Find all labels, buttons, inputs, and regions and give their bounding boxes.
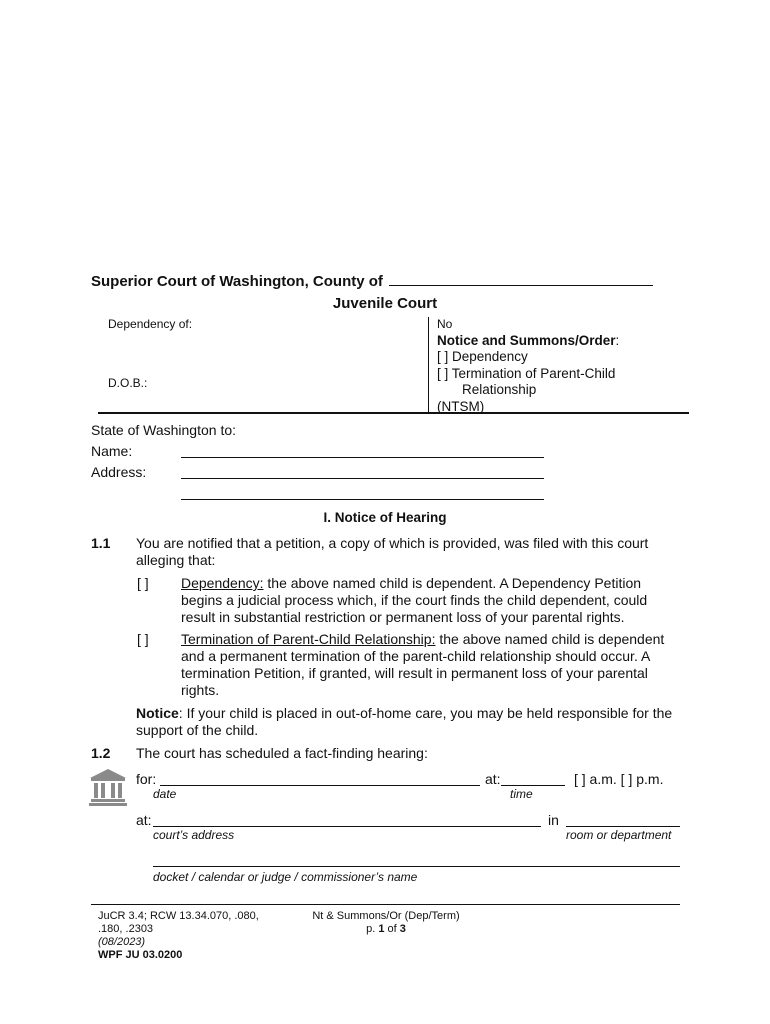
footer-form-number: WPF JU 03.0200 [98,949,183,961]
para-1-2-text: The court has scheduled a fact-finding hearing: [136,745,428,761]
footer-center [307,910,465,936]
in-label: in [548,812,559,828]
page-number: 1 [378,923,385,935]
date-caption: date [153,787,177,801]
caption-divider [428,317,429,414]
court-address-field[interactable] [153,826,541,827]
address-label: Address: [91,464,147,480]
am-pm-options[interactable]: [ ] a.m. [ ] p.m. [574,771,664,787]
time-caption: time [510,787,533,801]
county-blank[interactable] [389,271,653,286]
termination-checkbox[interactable]: [ ] [137,631,149,647]
hearing-time-field[interactable] [501,785,565,786]
footer-version: (08/2023) [98,936,146,948]
docket-field[interactable] [153,866,680,867]
court-title [91,271,653,290]
termination-paragraph [181,631,668,699]
state-to-label: State of Washington to: [91,422,237,438]
at-label: at: [136,812,152,828]
page-of: of [384,923,400,935]
footer-rule [91,904,680,905]
footer-rule-citation-1: JuCR 3.4; RCW 13.34.070, .080, [98,910,259,922]
dependency-paragraph [181,575,653,626]
page-total: 3 [399,923,406,935]
room-caption: room or department [566,828,672,842]
option-termination-cont: Relationship [462,382,537,397]
notice-label: Notice [136,705,179,721]
case-number-label: No [437,317,453,331]
caption-rule [98,412,689,414]
name-field[interactable] [181,457,544,458]
section-heading: I. Notice of Hearing [323,510,447,525]
notice-paragraph [136,705,684,739]
termination-text: the above named child is dependent and a permanent termination of the parent-child relationship should occur. A termination Petition, if granted, will result in permanent loss of your parental rights. [181,631,665,698]
footer-page [307,923,465,936]
dependency-text: the above named child is dependent. A Dependency Petition begins a judicial process which, if the court finds the child dependent, could result in substantial restriction or permanent loss of your parental rights. [181,575,648,625]
page-prefix: p. [366,923,379,935]
footer-rule-citation-2: .180, .2303 [98,923,154,935]
hearing-date-field[interactable] [160,785,480,786]
document-title-text: Notice and Summons/Order [437,332,616,348]
termination-title: Termination of Parent-Child Relationship: [181,631,436,647]
para-1-2-number: 1.2 [91,745,111,761]
name-label: Name: [91,443,133,459]
for-label: for: [136,771,157,787]
address-caption: court’s address [153,828,235,842]
document-title-colon: : [615,332,620,348]
court-title-text: Superior Court of Washington, County of [91,273,383,290]
docket-caption: docket / calendar or judge / commissioner’s name [153,870,418,884]
courthouse-icon [88,768,128,806]
dependency-title: Dependency: [181,575,264,591]
dependency-of-label: Dependency of: [108,317,193,331]
option-dependency[interactable]: [ ] Dependency [437,349,528,364]
court-subtitle: Juvenile Court [332,295,438,312]
address-field-2[interactable] [181,499,544,500]
option-termination[interactable]: [ ] Termination of Parent-Child [437,365,616,381]
time-at-label: at: [485,771,501,787]
footer-left [98,910,259,962]
document-title [437,333,619,350]
footer-doc-short: Nt & Summons/Or (Dep/Term) [312,910,460,922]
dependency-checkbox[interactable]: [ ] [137,575,149,591]
notice-text: : If your child is placed in out-of-home care, you may be held responsible for the support of the child. [136,705,673,738]
room-field[interactable] [566,826,680,827]
dob-label: D.O.B.: [108,376,148,390]
para-1-1-number: 1.1 [91,535,111,551]
address-field-1[interactable] [181,478,544,479]
caption-right [437,316,619,415]
para-1-1-text: You are notified that a petition, a copy of which is provided, was filed with this court alleging that: [136,535,649,568]
document-abbr: (NTSM) [437,398,485,414]
